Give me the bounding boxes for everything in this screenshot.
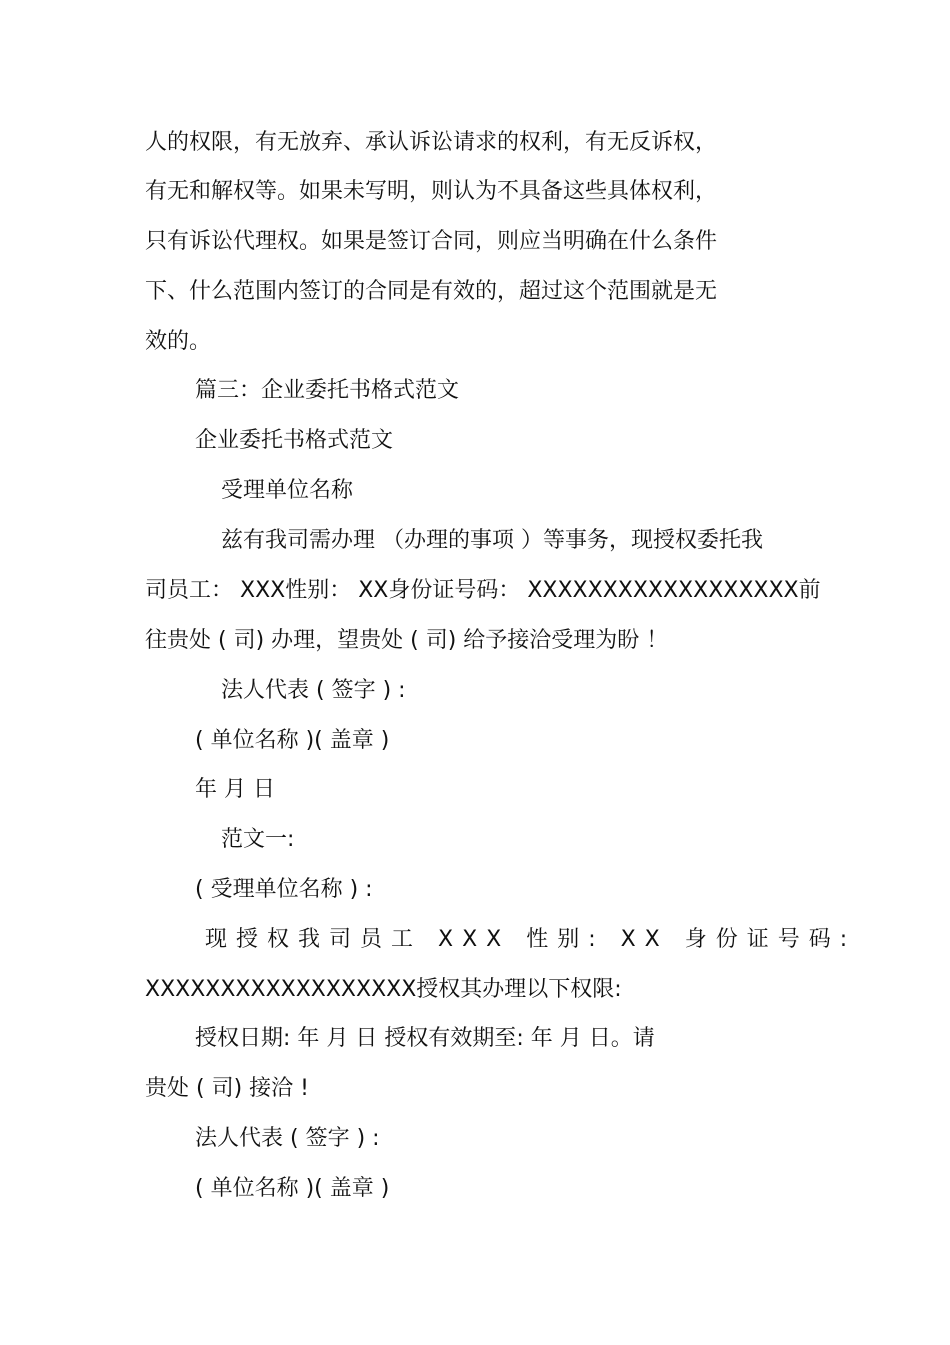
body-line-5: 效的。 [145,329,212,354]
sample-authorization-line-2: XXXXXXXXXXXXXXXXXX授权其办理以下权限: [145,977,622,1002]
legal-rep-signature: 法人代表 ( 签字 ) : [221,678,406,703]
recipient-line: 受理单位名称 [221,478,354,503]
authorization-line-3: 往贵处 ( 司) 办理，望贵处 ( 司) 给予接洽受理为盼 ！ [145,628,669,653]
body-line-2: 有无和解权等。如果未写明，则认为不具备这些具体权利， [145,179,718,204]
authorization-line-1: 兹有我司需办理 （办理的事项 ）等事务，现授权委托我 [221,528,763,553]
body-line-3: 只有诉讼代理权。如果是签订合同，则应当明确在什么条件 [145,229,718,254]
sample-company-seal: ( 单位名称 )( 盖章 ) [195,1176,390,1201]
body-line-4: 下、什么范围内签订的合同是有效的，超过这个范围就是无 [145,279,718,304]
contact-request: 贵处 ( 司) 接洽 ! [145,1076,309,1101]
authorization-dates: 授权日期: 年 月 日 授权有效期至: 年 月 日。请 [195,1026,655,1051]
body-line-1: 人的权限，有无放弃、承认诉讼请求的权利，有无反诉权， [145,130,718,155]
sample-recipient: ( 受理单位名称 ) : [195,877,373,902]
sample-heading: 范文一: [221,827,295,852]
section-heading: 篇三：企业委托书格式范文 [195,378,460,403]
document-title: 企业委托书格式范文 [195,428,394,453]
sample-legal-rep-signature: 法人代表 ( 签字 ) : [195,1126,380,1151]
sample-authorization-line-1: 现授权我司员工 XXX 性别: XX 身份证号码: [205,927,857,952]
company-seal: ( 单位名称 )( 盖章 ) [195,728,390,753]
date-line: 年 月 日 [195,777,275,802]
authorization-line-2: 司员工： XXX性别： XX身份证号码： XXXXXXXXXXXXXXXXXX前 [145,578,821,603]
